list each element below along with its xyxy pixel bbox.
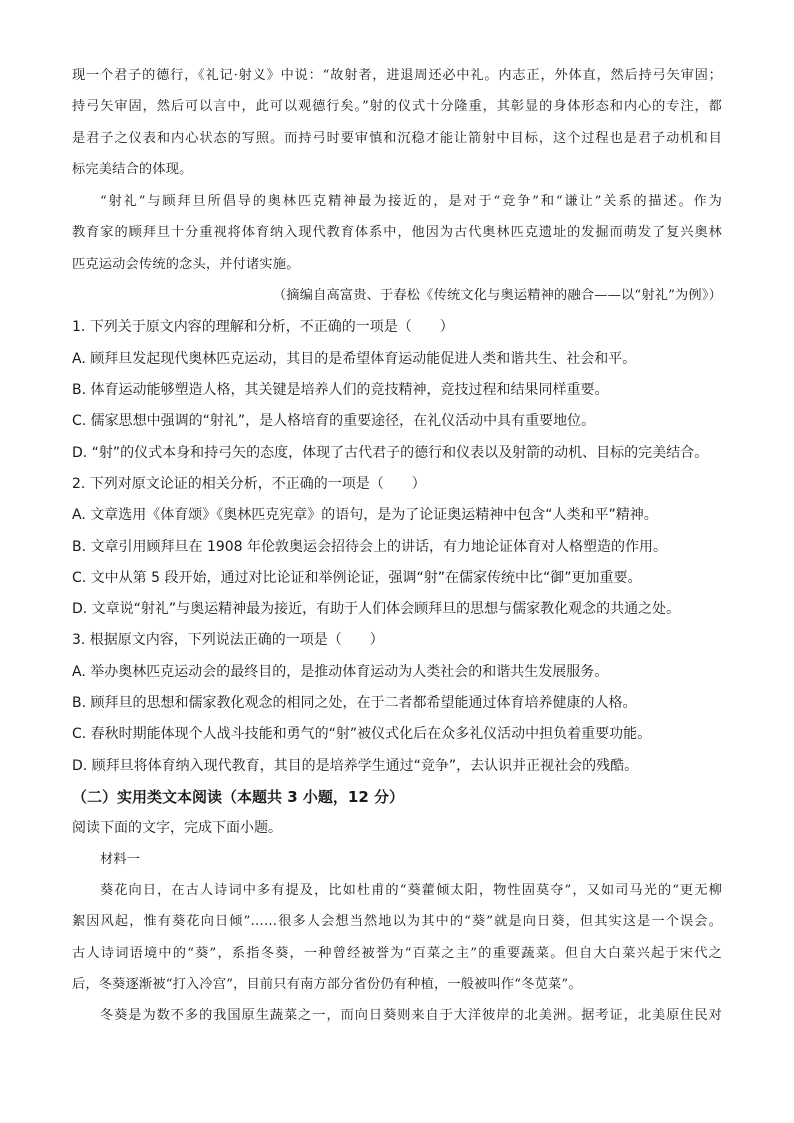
- option: C. 儒家思想中强调的“射礼”，是人格培育的重要途径，在礼仪活动中具有重要地位。: [72, 413, 596, 429]
- material-title: 材料一: [100, 852, 141, 867]
- option: B. 体育运动能够塑造人格，其关键是培养人们的竞技精神，竞技过程和结果同样重要。: [72, 382, 609, 398]
- option: D. 文章说“射礼”与奥运精神最为接近，有助于人们体会顾拜旦的思想与儒家教化观念的共通之处。: [72, 601, 681, 617]
- passage-line: 是君子之仪表和内心状态的写照。而持弓时要审慎和沉稳才能让箭射中目标，这个过程也是君子动机和目: [72, 131, 722, 146]
- passage-line: 标完美结合的体现。: [72, 162, 193, 177]
- source-citation: （摘编自高富贵、于春松《传统文化与奥运精神的融合——以“射礼”为例》）: [272, 288, 722, 303]
- question-stem: 1. 下列关于原文内容的理解和分析，不正确的一项是（ ）: [72, 319, 454, 335]
- option: C. 文中从第 5 段开始，通过对比论证和举例论证，强调“射”在儒家传统中比“御”更加重要。: [72, 570, 642, 586]
- option: A. 举办奥林匹克运动会的最终目的，是推动体育运动为人类社会的和谐共生发展服务。: [72, 664, 609, 680]
- passage-line: 冬葵是为数不多的我国原生蔬菜之一，而向日葵则来自于大洋彼岸的北美洲。据考证，北美原住民对: [100, 1008, 722, 1023]
- section-heading: （二）实用类文本阅读（本题共 3 小题，12 分）: [72, 788, 404, 806]
- passage-line: 后，冬葵逐渐被“打入冷宫”，目前只有南方部分省份仍有种植，一般被叫作“冬苋菜”。: [72, 977, 582, 992]
- passage-line: 絮因风起，惟有葵花向日倾”……很多人会想当然地以为其中的“葵”就是向日葵，但其实这是一个误会。: [72, 914, 722, 929]
- passage-line: 持弓矢审固，然后可以言中，此可以观德行矣。”射的仪式十分隆重，其彰显的身体形态和内心的专注，都: [72, 99, 722, 114]
- passage-line: 葵花向日，在古人诗词中多有提及，比如杜甫的“葵藿倾太阳，物性固莫夺”，又如司马光的“更无柳: [100, 883, 722, 898]
- passage-line: “射礼”与顾拜旦所倡导的奥林匹克精神最为接近的，是对于“竞争”和“谦让”关系的描述。作为: [100, 194, 722, 209]
- option: B. 顾拜旦的思想和儒家教化观念的相同之处，在于二者都希望能通过体育培养健康的人格。: [72, 695, 637, 711]
- passage-line: 现一个君子的德行，《礼记·射义》中说：“故射者，进退周还必中礼。内志正，外体直，然后持弓矢审固；: [72, 68, 722, 83]
- passage-line: 古人诗词语境中的“葵”，系指冬葵，一种曾经被誉为“百菜之主”的重要蔬菜。但自大白菜兴起于宋代之: [72, 946, 722, 961]
- option: D. “射”的仪式本身和持弓矢的态度，体现了古代君子的德行和仪表以及射箭的动机、目标的完美结合。: [72, 445, 709, 461]
- question-stem: 3. 根据原文内容，下列说法正确的一项是（ ）: [72, 632, 384, 648]
- option: B. 文章引用顾拜旦在 1908 年伦敦奥运会招待会上的讲话，有力地论证体育对人格塑造的作用。: [72, 539, 668, 555]
- option: A. 文章选用《体育颂》《奥林匹克宪章》的语句，是为了论证奥运精神中包含“人类和平”精神。: [72, 507, 658, 523]
- option: D. 顾拜旦将体育纳入现代教育，其目的是培养学生通过“竞争”，去认识并正视社会的残酷。: [72, 758, 639, 774]
- passage-line: 匹克运动会传统的念头，并付诸实施。: [72, 257, 300, 272]
- question-stem: 2. 下列对原文论证的相关分析，不正确的一项是（ ）: [72, 476, 426, 492]
- option: A. 顾拜旦发起现代奥林匹克运动，其目的是希望体育运动能促进人类和谐共生、社会和平。: [72, 351, 637, 367]
- passage-line: 教育家的顾拜旦十分重视将体育纳入现代教育体系中，他因为古代奥林匹克遗址的发掘而萌发了复兴奥林: [72, 225, 722, 240]
- instruction-text: 阅读下面的文字，完成下面小题。: [72, 820, 282, 836]
- option: C. 春秋时期能体现个人战斗技能和勇气的“射”被仪式化后在众多礼仪活动中担负着重要功能。: [72, 726, 652, 742]
